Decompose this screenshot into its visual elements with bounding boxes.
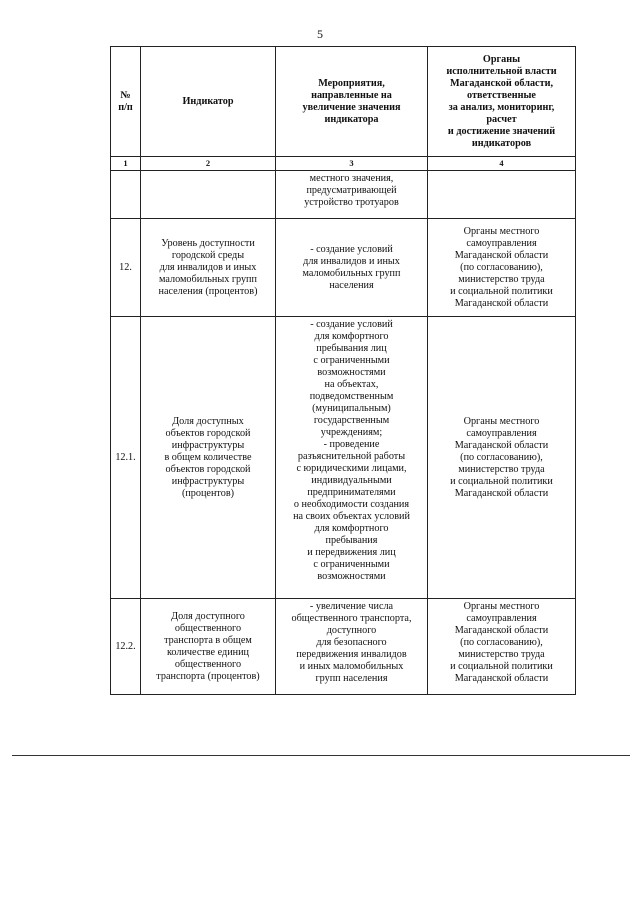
column-number-row [111, 157, 576, 171]
row-number [111, 171, 141, 219]
row-indicator: Доля доступного общественного транспорта в общем количестве единиц общественного транспорта (процентов) [141, 599, 276, 695]
header-measures: Мероприятия, направленные на увеличение значения индикатора [276, 47, 428, 157]
row-responsible-bodies: Органы местного самоуправления Магаданской области (по согласованию), министерство труда и социальной политики Магаданской области [428, 219, 576, 317]
row-indicator [141, 171, 276, 219]
row-indicator: Доля доступных объектов городской инфраструктуры в общем количестве объектов городской инфраструктуры (процентов) [141, 317, 276, 599]
header-number: № п/п [111, 47, 141, 157]
column-number: 1 [111, 157, 141, 171]
column-number: 3 [276, 157, 428, 171]
row-responsible-bodies: Органы местного самоуправления Магаданской области (по согласованию), министерство труда и социальной политики Магаданской области [428, 599, 576, 695]
row-number: 12.2. [111, 599, 141, 695]
row-responsible-bodies [428, 171, 576, 219]
indicators-table [110, 46, 576, 695]
table-row [111, 317, 576, 599]
header-indicator: Индикатор [141, 47, 276, 157]
row-responsible-bodies: Органы местного самоуправления Магаданской области (по согласованию), министерство труда и социальной политики Магаданской области [428, 317, 576, 599]
row-number: 12.1. [111, 317, 141, 599]
footer-divider [12, 755, 630, 756]
row-measures: - создание условий для инвалидов и иных маломобильных групп населения [276, 219, 428, 317]
table-row [111, 599, 576, 695]
row-number: 12. [111, 219, 141, 317]
row-measures: местного значения, предусматривающей устройство тротуаров [276, 171, 428, 219]
header-responsible-bodies: Органы исполнительной власти Магаданской области, ответственные за анализ, мониторинг, расчет и достижение значений индикаторов [428, 47, 576, 157]
row-measures: - увеличение числа общественного транспорта, доступного для безопасного передвижения инвалидов и иных маломобильных групп населения [276, 599, 428, 695]
column-number: 2 [141, 157, 276, 171]
row-measures: - создание условий для комфортного пребывания лиц с ограниченными возможностями на объектах, подведомственным (муниципальным) государственным учреждениям; - проведение разъяснительной работы с юридическими лицами, индивидуальными предпринимателями о необходимости создания на своих объектах условий для комфортного пребывания и передвижения лиц с ограниченными возможностями [276, 317, 428, 599]
table-row [111, 171, 576, 219]
page-number: 5 [317, 27, 323, 41]
table-row [111, 219, 576, 317]
row-indicator: Уровень доступности городской среды для инвалидов и иных маломобильных групп населения (процентов) [141, 219, 276, 317]
header-row [111, 47, 576, 157]
column-number: 4 [428, 157, 576, 171]
